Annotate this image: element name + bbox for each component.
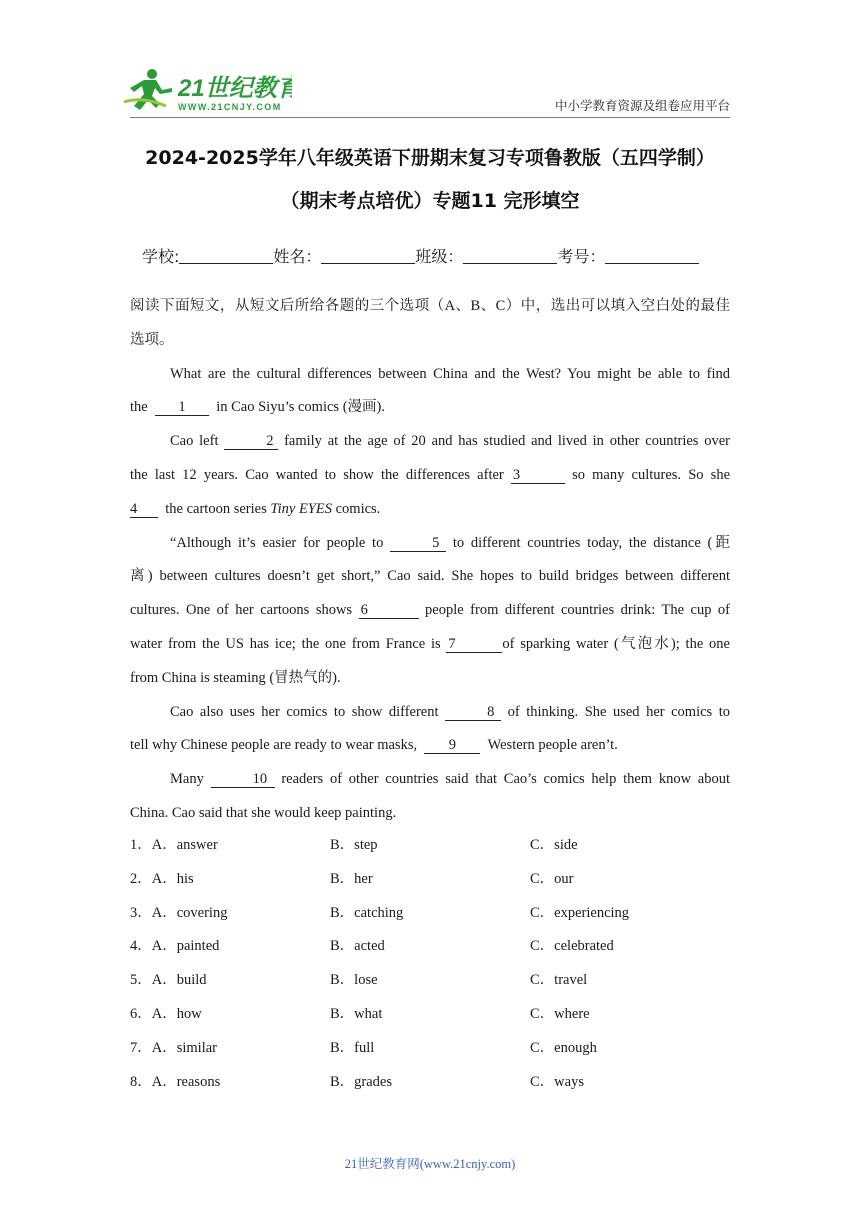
text: the [130, 399, 148, 416]
option-b[interactable]: B．catching [330, 904, 404, 921]
option-a[interactable]: 8．A．reasons [130, 1073, 221, 1090]
answer-options [130, 829, 730, 1099]
passage-line: 离) between cultures doesn’t get short,” Cao said. She hopes to build bridges between different [130, 568, 730, 585]
text: “Although it’s easier for people to [170, 534, 384, 551]
option-row [130, 1032, 730, 1066]
option-c[interactable]: C．celebrated [530, 938, 614, 955]
text: tell why Chinese people are ready to wear masks, [130, 737, 418, 754]
passage-line: What are the cultural differences between China and the West? You might be able to find [170, 365, 730, 382]
option-a[interactable]: 3．A．covering [130, 904, 228, 921]
option-b[interactable]: B．what [330, 1005, 383, 1022]
platform-tagline: 中小学教育资源及组卷应用平台 [554, 99, 730, 113]
option-row [130, 930, 730, 964]
question-body [130, 290, 730, 831]
text: to different countries today, the distance (距 [452, 534, 730, 551]
option-row [130, 863, 730, 897]
option-b[interactable]: B．grades [330, 1073, 393, 1090]
text: in Cao Siyu’s comics (漫画). [216, 399, 385, 416]
passage-line [130, 527, 730, 561]
text: of sparking water (气泡水); the one [502, 635, 730, 652]
option-b[interactable]: B．full [330, 1039, 375, 1056]
text: family at the age of 20 and has studied and lived in other countries over [284, 433, 731, 450]
series-title: Tiny EYES [270, 500, 332, 517]
page-header [0, 0, 860, 126]
instruction-line: 阅读下面短文，从短文后所给各题的三个选项（A、B、C）中，选出可以填入空白处的最佳 [130, 298, 730, 314]
option-c[interactable]: C．experiencing [530, 904, 630, 921]
logo-site-text: WWW.21CNJY.COM [178, 102, 282, 112]
option-row [130, 964, 730, 998]
passage-line [130, 594, 730, 628]
option-row [130, 897, 730, 931]
option-c[interactable]: C．our [530, 870, 574, 887]
option-b[interactable]: B．lose [330, 972, 378, 989]
passage-line [130, 729, 730, 763]
option-row [130, 829, 730, 863]
text: so many cultures. So she [572, 466, 731, 483]
text: Western people aren’t. [487, 737, 618, 754]
blank-10[interactable]: 10 [211, 771, 275, 788]
blank-9[interactable]: 9 [424, 737, 480, 754]
option-c[interactable]: C．side [530, 837, 578, 853]
document-title: 2024-2025学年八年级英语下册期末复习专项鲁教版（五四学制） [145, 147, 715, 169]
passage-line [130, 628, 730, 662]
site-logo[interactable] [122, 66, 292, 116]
blank-4[interactable]: 4 [130, 501, 158, 518]
document-subtitle: （期末考点培优）专题11 完形填空 [280, 190, 580, 212]
blank-1[interactable]: 1 [155, 399, 209, 416]
option-row [130, 1066, 730, 1100]
blank-5[interactable]: 5 [390, 535, 446, 552]
text: the last 12 years. Cao wanted to show the differences after [130, 466, 504, 483]
text: Cao also uses her comics to show different [170, 703, 439, 720]
school-label: 学校: [142, 247, 180, 266]
text: Cao left [170, 433, 219, 450]
passage-line [130, 493, 730, 527]
passage-line [130, 696, 730, 730]
text: of thinking. She used her comics to [507, 703, 731, 720]
name-label: 姓名： [273, 247, 322, 266]
text: readers of other countries said that Cao’s comics help them know about [281, 771, 731, 788]
option-b[interactable]: B．step [330, 837, 378, 853]
blank-7[interactable]: 7 [446, 636, 502, 653]
svg-text:21世纪教育: 21世纪教育 [178, 75, 292, 102]
number-label: 考号： [557, 247, 606, 266]
passage-line: China. Cao said that she would keep painting. [130, 804, 397, 821]
header-divider [130, 117, 730, 118]
name-field[interactable] [321, 247, 415, 264]
passage-line [130, 763, 730, 797]
option-a[interactable]: 2．A．his [130, 870, 194, 887]
option-c[interactable]: C．travel [530, 972, 588, 989]
blank-8[interactable]: 8 [445, 704, 501, 721]
option-c[interactable]: C．where [530, 1005, 590, 1022]
option-b[interactable]: B．her [330, 870, 373, 887]
school-field[interactable] [179, 247, 273, 264]
class-field[interactable] [463, 247, 557, 264]
option-a[interactable]: 7．A．similar [130, 1039, 217, 1056]
option-a[interactable]: 4．A．painted [130, 938, 220, 955]
option-a[interactable]: 5．A．build [130, 972, 207, 989]
text: comics. [335, 500, 381, 517]
class-label: 班级： [415, 247, 464, 266]
passage-line [130, 459, 730, 493]
number-field[interactable] [605, 247, 699, 264]
student-info-row [142, 244, 699, 267]
option-a[interactable]: 1．A．answer [130, 837, 218, 853]
option-a[interactable]: 6．A．how [130, 1005, 202, 1022]
text: the cartoon series [165, 500, 267, 517]
blank-6[interactable]: 6 [359, 602, 419, 619]
option-b[interactable]: B．acted [330, 938, 385, 955]
passage-line [130, 391, 730, 425]
footer-link[interactable]: 21世纪教育网(www.21cnjy.com) [344, 1157, 516, 1171]
text: people from different countries drink: The cup of [425, 602, 730, 619]
text: cultures. One of her cartoons shows [130, 602, 353, 619]
passage-line: from China is steaming (冒热气的). [130, 669, 341, 686]
option-row [130, 998, 730, 1032]
instruction-line: 选项。 [130, 331, 174, 348]
option-c[interactable]: C．enough [530, 1039, 597, 1056]
passage-line [130, 425, 730, 459]
text: water from the US has ice; the one from France is [130, 635, 441, 652]
option-c[interactable]: C．ways [530, 1073, 584, 1090]
text: Many [170, 771, 204, 788]
blank-3[interactable]: 3 [511, 467, 565, 484]
blank-2[interactable]: 2 [224, 433, 278, 450]
